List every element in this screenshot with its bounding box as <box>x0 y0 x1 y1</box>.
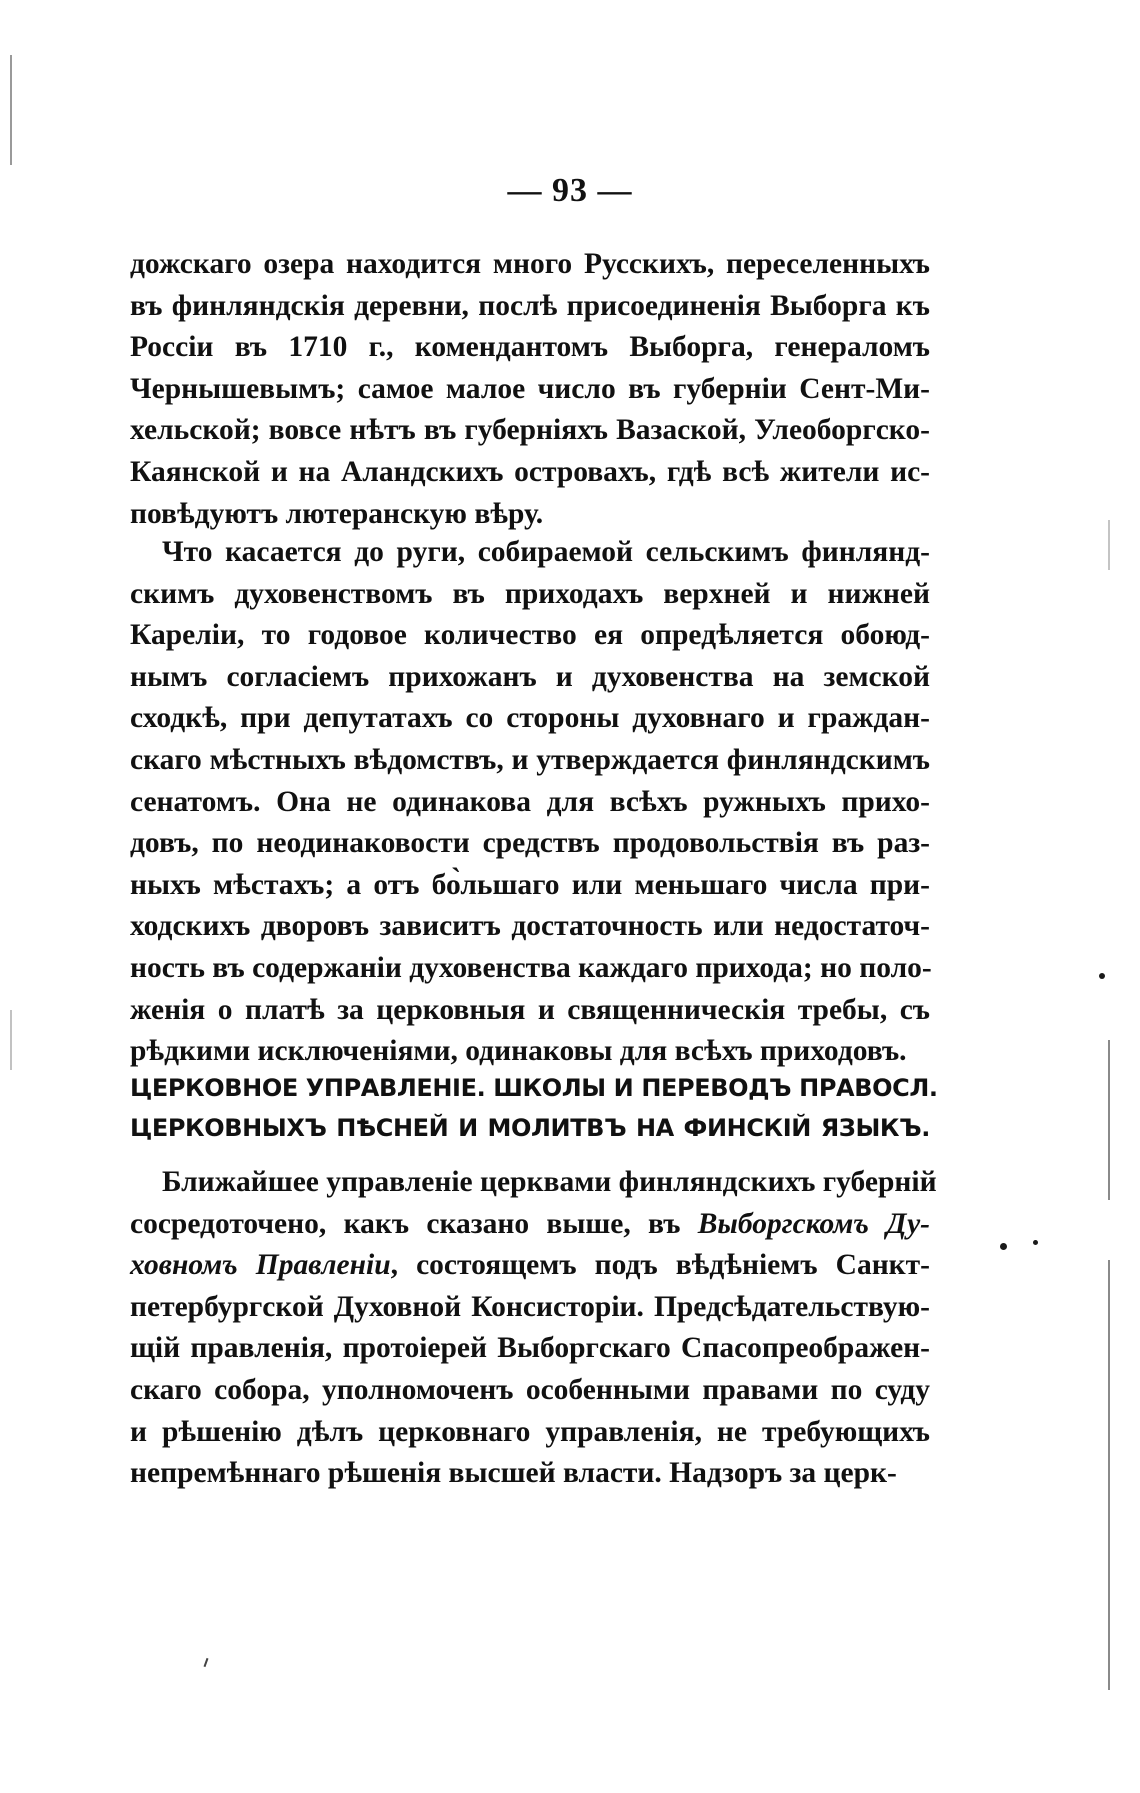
text-run: Ближайшее управленіе церквами финляндскихъ губерній <box>162 1166 937 1198</box>
text-line: рѣдкими исключеніями, одинаковы для всѣхъ приходовъ. <box>130 1035 907 1068</box>
text-line: нымъ согласіемъ прихожанъ и духовенства на земской <box>130 660 930 693</box>
text-run: сосредоточено, какъ сказано выше, въ <box>130 1207 698 1240</box>
text-line: женія о платѣ за церковныя и священническія требы, съ <box>130 993 930 1026</box>
scan-speck <box>1099 973 1105 979</box>
heading-line: ЦЕРКОВНОЕ УПРАВЛЕНІЕ. ШКОЛЫ И ПЕРЕВОДЪ ПРАВОСЛ. <box>130 1074 938 1102</box>
text-line: повѣдуютъ лютеранскую вѣру. <box>130 497 544 530</box>
paragraph-3 <box>130 1162 937 1495</box>
text-line: Кареліи, то годовое количество ея опредѣляется обоюд- <box>130 619 930 652</box>
text-line: сходкѣ, при депутатахъ со стороны духовнаго и граждан- <box>130 702 930 735</box>
text-line: скаго мѣстныхъ вѣдомствъ, и утверждается финляндскимъ <box>130 743 930 776</box>
scan-speck <box>1000 1243 1007 1250</box>
scan-edge-mark-right <box>1108 1040 1110 1200</box>
text-line <box>130 1245 930 1287</box>
text-run: непремѣннаго рѣшенія высшей власти. Надзоръ за церк- <box>130 1457 897 1490</box>
italic-text-run: ховномъ Правленіи <box>130 1249 391 1282</box>
text-line <box>130 1204 930 1246</box>
scan-edge-mark-left <box>10 1010 12 1070</box>
text-line: ныхъ мѣстахъ; а отъ бо̀льшаго или меньшаго числа при- <box>130 868 930 901</box>
text-run: и рѣшенію дѣлъ церковнаго управленія, не требующихъ <box>130 1415 930 1448</box>
paragraph-2 <box>130 532 930 1073</box>
scan-speck <box>1033 1240 1038 1245</box>
text-line: ность въ содержаніи духовенства каждаго прихода; но поло- <box>130 951 932 984</box>
text-line <box>130 1453 930 1495</box>
scan-edge-mark-right <box>1108 520 1110 570</box>
text-line: Что касается до руги, собираемой сельскимъ финлянд- <box>162 536 930 568</box>
scan-edge-mark-right <box>1108 1260 1110 1690</box>
text-line <box>130 1162 937 1204</box>
text-line: Россіи въ 1710 г., комендантомъ Выборга, генераломъ <box>130 331 930 364</box>
text-line: Каянской и на Аландскихъ островахъ, гдѣ всѣ жители ис- <box>130 455 930 488</box>
text-line: въ финляндскія деревни, послѣ присоединенія Выборга къ <box>130 289 930 322</box>
page-number: — 93 — <box>507 172 633 209</box>
text-line <box>130 1328 930 1370</box>
text-line: сенатомъ. Она не одинакова для всѣхъ ружныхъ прихо- <box>130 785 930 818</box>
heading-line: ЦЕРКОВНЫХЪ ПѢСНЕЙ И МОЛИТВЪ НА ФИНСКІЙ ЯЗЫКЪ. <box>130 1114 930 1142</box>
text-line <box>130 1370 930 1412</box>
text-line <box>130 1412 930 1454</box>
text-run: щій правленія, протоіерей Выборгскаго Спасопреображен- <box>130 1332 930 1365</box>
text-run: петербургской Духовной Консисторіи. Предсѣдательствую- <box>130 1290 930 1323</box>
text-line: Чернышевымъ; самое малое число въ губерніи Сент-Ми- <box>130 372 930 405</box>
text-run: скаго собора, уполномоченъ особенными правами по суду <box>130 1373 930 1406</box>
scan-edge-mark-left <box>10 55 12 165</box>
text-line: скимъ духовенствомъ въ приходахъ верхней и нижней <box>130 577 930 610</box>
paragraph-1 <box>130 244 930 535</box>
text-line: хельской; вовсе нѣтъ въ губерніяхъ Вазаской, Улеоборгско- <box>130 414 930 447</box>
text-line: ходскихъ дворовъ зависитъ достаточность или недостаточ- <box>130 910 930 943</box>
text-line: довъ, по неодинаковости средствъ продовольствія въ раз- <box>130 827 930 860</box>
text-run: , состоящемъ подъ вѣдѣніемъ Санкт- <box>390 1249 930 1282</box>
section-heading <box>130 1068 938 1148</box>
scan-speck <box>204 1658 209 1667</box>
text-line: дожскаго озера находится много Русскихъ, переселенныхъ <box>130 248 930 280</box>
text-line <box>130 1287 930 1329</box>
italic-text-run: Выборгскомъ Ду- <box>697 1207 930 1240</box>
